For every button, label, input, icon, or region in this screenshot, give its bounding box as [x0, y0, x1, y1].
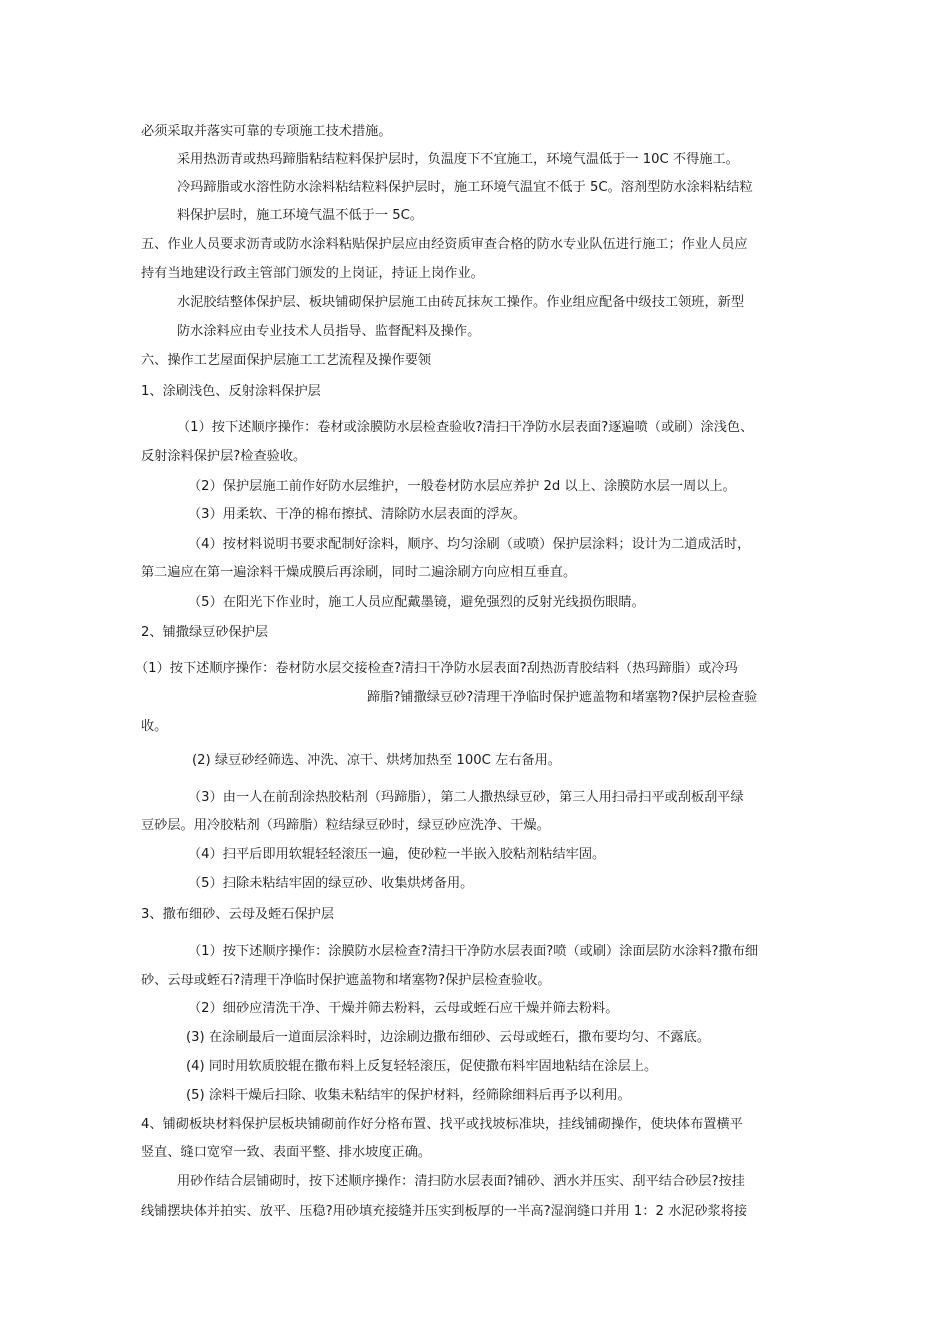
text-line: (2) 绿豆砂经筛选、冲洗、凉干、烘烤加热至 100C 左右备用。 — [192, 753, 561, 768]
text-line: 蹄脂?铺撒绿豆砂?清理干净临时保护遮盖物和堵塞物?保护层检查验 — [367, 690, 758, 705]
text-line: 砂、云母或蛭石?清理干净临时保护遮盖物和堵塞物?保护层检查验收。 — [141, 973, 551, 988]
text-line: 持有当地建设行政主管部门颁发的上岗证，持证上岗作业。 — [141, 266, 484, 281]
section-heading: 3、撒布细砂、云母及蛭石保护层 — [141, 907, 335, 922]
text-line: 五、作业人员要求沥青或防水涂料粘贴保护层应由经资质审查合格的防水专业队伍进行施工；作业人员应 — [141, 237, 748, 252]
text-line: （5）在阳光下作业时，施工人员应配戴墨镜，避免强烈的反射光线损伤眼睛。 — [188, 595, 645, 610]
text-line: （1）按下述顺序操作：卷材或涂膜防水层检查验收?清扫干净防水层表面?逐遍喷（或刷）涂浅色、 — [177, 420, 754, 435]
text-line: (5) 涂料干燥后扫除、收集未粘结牢的保护材料，经筛除细料后再予以利用。 — [186, 1088, 631, 1103]
text-line: 水泥胶结整体保护层、板块铺砌保护层施工由砖瓦抹灰工操作。作业组应配备中级技工领班，新型 — [177, 295, 745, 310]
text-line: （3）用柔软、干净的棉布擦拭、清除防水层表面的浮灰。 — [188, 507, 527, 522]
section-heading: 六、操作工艺屋面保护层施工工艺流程及操作要领 — [141, 353, 432, 368]
text-line: 防水涂料应由专业技术人员指导、监督配料及操作。 — [177, 324, 481, 339]
text-line: （1）按下述顺序操作：卷材防水层交接检查?清扫干净防水层表面?刮热沥青胶结料（热玛蹄脂）或冷玛 — [135, 661, 738, 676]
text-line: （3）由一人在前刮涂热胶粘剂（玛蹄脂），第二人撒热绿豆砂，第三人用扫帚扫平或刮板刮平绿 — [188, 790, 744, 805]
section-heading: 2、铺撒绿豆砂保护层 — [141, 625, 269, 640]
text-line: 反射涂料保护层?检查验收。 — [141, 449, 307, 464]
text-line: (4) 同时用软质胶辊在撒布料上反复轻轻滚压，促使撒布料牢固地粘结在涂层上。 — [186, 1059, 658, 1074]
text-line: （1）按下述顺序操作：涂膜防水层检查?清扫干净防水层表面?喷（或刷）涂面层防水涂料?撒布细 — [188, 944, 759, 959]
text-line: 必须采取并落实可靠的专项施工技术措施。 — [141, 124, 392, 139]
text-line: 料保护层时，施工环境气温不低于一 5C。 — [177, 208, 423, 223]
text-line: （5）扫除未粘结牢固的绿豆砂、收集烘烤备用。 — [188, 876, 474, 891]
text-line: 豆砂层。用冷胶粘剂（玛蹄脂）粒结绿豆砂时，绿豆砂应洗净、干燥。 — [141, 818, 550, 833]
section-heading: 1、涂刷浅色、反射涂料保护层 — [141, 384, 321, 399]
text-line: （2）细砂应清洗干净、干燥并筛去粉料，云母或蛭石应干燥并筛去粉料。 — [188, 1001, 619, 1016]
text-line: 冷玛蹄脂或水溶性防水涂料粘结粒料保护层时，施工环境气温宜不低于 5C。溶剂型防水涂料粘结粒 — [177, 180, 753, 195]
text-line: 采用热沥青或热玛蹄脂粘结粒料保护层时，负温度下不宜施工，环境气温低于一 10C 不得施工。 — [177, 152, 739, 167]
text-line: （4）扫平后即用软辊轻轻滚压一遍，使砂粒一半嵌入胶粘剂粘结牢固。 — [188, 847, 606, 862]
text-line: 第二遍应在第一遍涂料干燥成膜后再涂刷，同时二遍涂刷方向应相互垂直。 — [141, 565, 577, 580]
text-line: 收。 — [141, 719, 168, 734]
text-line: 竖直、缝口宽窄一致、表面平整、排水坡度正确。 — [141, 1145, 432, 1160]
text-line: 用砂作结合层铺砌时，按下述顺序操作：清扫防水层表面?铺砂、洒水并压实、刮平结合砂层?按挂 — [177, 1174, 745, 1189]
text-line: 4、铺砌板块材料保护层板块铺砌前作好分格布置、找平或找坡标准块，挂线铺砌操作，使块体布置横平 — [141, 1117, 743, 1132]
text-line: （4）按材料说明书要求配制好涂料，顺序、均匀涂刷（或喷）保护层涂料；设计为二道成活时， — [188, 537, 751, 552]
text-line: (3) 在涂刷最后一道面层涂料时，边涂刷边撒布细砂、云母或蛭石，撒布要均匀、不露底。 — [186, 1030, 710, 1045]
text-line: 线铺摆块体并拍实、放平、压稳?用砂填充接缝并压实到板厚的一半高?湿润缝口并用 1：2 水泥砂浆将接 — [141, 1204, 748, 1219]
text-line: （2）保护层施工前作好防水层维护，一般卷材防水层应养护 2d 以上、涂膜防水层一周以上。 — [188, 479, 736, 494]
